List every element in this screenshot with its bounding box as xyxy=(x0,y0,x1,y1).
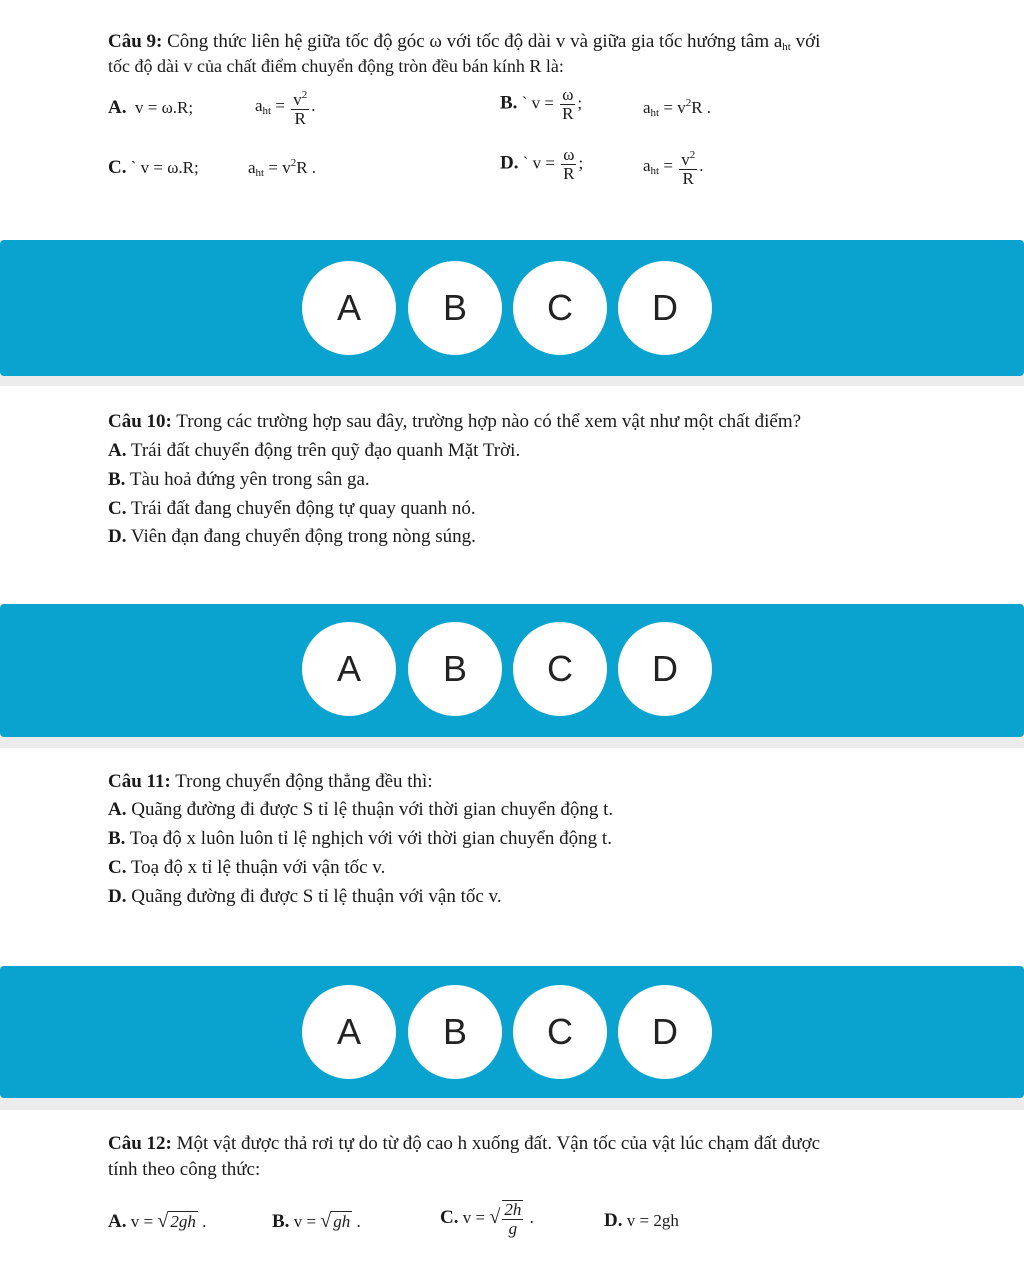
q9-option-a-formula: $a_{ht}$ = $\frac{v^2}{R}$ . xyxy=(255,86,315,128)
answer-band-q11 xyxy=(0,966,1024,1098)
q12-option-d: D. v = 2gh xyxy=(604,1210,679,1231)
question-12-card xyxy=(0,1110,1024,1280)
question-12-text-line2: tính theo công thức: xyxy=(108,1159,261,1180)
answer-c-button[interactable]: C xyxy=(513,622,607,716)
question-9-text: Câu 9: Công thức liên hệ giữa tốc độ góc ω với tốc độ dài v và giữa gia tốc hướng tâm $a_{ht}$ với xyxy=(108,31,821,53)
answer-b-button[interactable]: B xyxy=(408,261,502,355)
q11-option-c: C. Toạ độ x tỉ lệ thuận với vận tốc v. xyxy=(108,857,386,878)
q10-option-d: D. Viên đạn đang chuyển động trong nòng súng. xyxy=(108,526,476,547)
answer-band-q10 xyxy=(0,604,1024,737)
q12-option-a: A. v = √ 2gh . xyxy=(108,1210,207,1232)
answer-a-button[interactable]: A xyxy=(302,261,396,355)
question-10-text: Câu 10: Trong các trường hợp sau đây, trường hợp nào có thể xem vật như một chất điểm? xyxy=(108,411,802,432)
answer-d-button[interactable]: D xyxy=(618,261,712,355)
question-11-text: Câu 11: Trong chuyển động thẳng đều thì: xyxy=(108,771,433,792)
q9-option-a: A. v = ω.R; xyxy=(108,97,194,118)
q11-option-d: D. Quãng đường đi được S tỉ lệ thuận với vận tốc v. xyxy=(108,886,502,907)
q9-option-c-formula: $a_{ht} = v^2R$ . xyxy=(248,157,317,179)
q10-option-b: B. Tàu hoả đứng yên trong sân ga. xyxy=(108,469,370,490)
q9-option-c: C. ` v = ω.R; xyxy=(108,157,199,178)
answer-d-button[interactable]: D xyxy=(618,985,712,1079)
answer-c-button[interactable]: C xyxy=(513,985,607,1079)
q9-option-d-formula: $a_{ht}$ = $\frac{v^2}{R}$ . xyxy=(643,146,703,188)
q11-option-b: B. Toạ độ x luôn luôn tỉ lệ nghịch với với thời gian chuyển động t. xyxy=(108,828,612,849)
q12-option-c: C. v = √ $\frac{2h}{g}$ . xyxy=(440,1200,534,1238)
q9-option-d: D. ` v = $\frac{\omega}{R}$ ; xyxy=(500,145,584,183)
q10-option-c: C. Trái đất đang chuyển động tự quay quanh nó. xyxy=(108,498,476,519)
answer-a-button[interactable]: A xyxy=(302,985,396,1079)
answer-b-button[interactable]: B xyxy=(408,622,502,716)
answer-band-q9 xyxy=(0,240,1024,376)
answer-b-button[interactable]: B xyxy=(408,985,502,1079)
q10-option-a: A. Trái đất chuyển động trên quỹ đạo quanh Mặt Trời. xyxy=(108,440,521,461)
question-11-card xyxy=(0,748,1024,966)
answer-c-button[interactable]: C xyxy=(513,261,607,355)
question-9-text-line2: tốc độ dài v của chất điểm chuyển động tròn đều bán kính R là: xyxy=(108,56,564,76)
q12-option-b: B. v = √ gh . xyxy=(272,1210,361,1232)
q11-option-a: A. Quãng đường đi được S tỉ lệ thuận với thời gian chuyển động t. xyxy=(108,799,614,820)
question-9-card xyxy=(0,0,1024,240)
question-12-text: Câu 12: Một vật được thả rơi tự do từ độ cao h xuống đất. Vận tốc của vật lúc chạm đất được xyxy=(108,1133,821,1154)
question-10-card xyxy=(0,386,1024,604)
q9-option-b: B. ` v = $\frac{\omega}{R}$ ; xyxy=(500,85,583,123)
answer-d-button[interactable]: D xyxy=(618,622,712,716)
answer-a-button[interactable]: A xyxy=(302,622,396,716)
q9-option-b-formula: $a_{ht} = v^2R$ . xyxy=(643,97,712,119)
